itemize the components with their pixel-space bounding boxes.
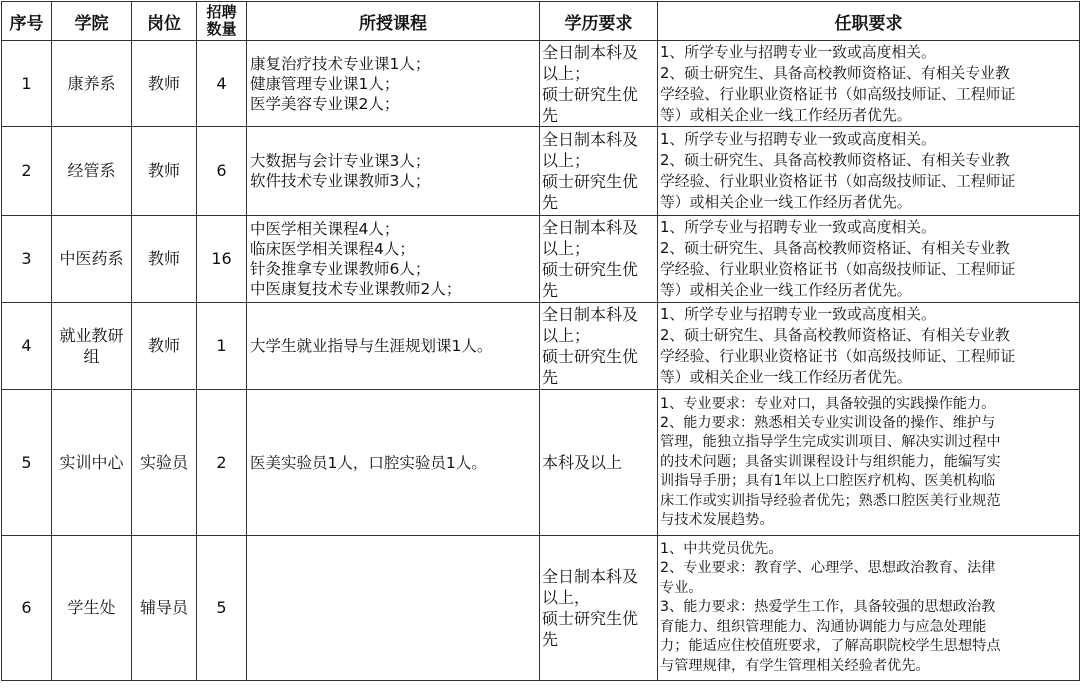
header-education: 学历要求 — [540, 2, 658, 41]
course-line: 中医学相关课程4人； — [250, 220, 400, 238]
education-line: 全日制本科及 — [542, 218, 639, 237]
requirement-line: 训指导手册；具有1年以上口腔医疗机构、医美机构临 — [660, 473, 996, 490]
requirement-line: 1、所学专业与招聘专业一致或高度相关。 — [660, 306, 936, 323]
requirement-line: 2、专业要求：教育学、心理学、思想政治教育、法律 — [660, 560, 996, 577]
cell-college: 中医药系 — [52, 216, 132, 303]
cell-college: 学生处 — [52, 536, 132, 681]
cell-no: 1 — [2, 41, 52, 127]
cell-education — [540, 41, 658, 127]
cell-requirements — [658, 536, 1080, 681]
cell-count: 4 — [197, 41, 247, 127]
education-line: 以上， — [542, 588, 591, 607]
cell-college — [52, 303, 132, 390]
header-count-line1: 招聘 — [206, 3, 237, 21]
education-line: 全日制本科及 — [542, 305, 639, 324]
course-line: 临床医学相关课程4人； — [250, 240, 415, 258]
cell-courses — [247, 303, 540, 390]
cell-no: 5 — [2, 390, 52, 536]
requirement-line: 2、硕士研究生、具备高校教师资格证、有相关专业教 — [660, 240, 1010, 257]
table-row — [2, 216, 1080, 303]
table-row — [2, 127, 1080, 216]
requirement-line: 等）或相关企业一线工作经历者优先。 — [660, 282, 912, 299]
course-line: 医美实验员1人，口腔实验员1人。 — [250, 453, 487, 472]
course-line: 大数据与会计专业课3人； — [250, 152, 431, 170]
requirement-line: 3、能力要求：热爱学生工作，具备较强的思想政治教 — [660, 599, 996, 616]
requirement-line: 2、硕士研究生、具备高校教师资格证、有相关专业教 — [660, 327, 1010, 344]
recruitment-table — [1, 1, 1080, 681]
cell-requirements — [658, 390, 1080, 536]
cell-count: 6 — [197, 127, 247, 216]
cell-position: 教师 — [132, 303, 197, 390]
cell-courses — [247, 216, 540, 303]
requirement-line: 2、硕士研究生、具备高校教师资格证、有相关专业教 — [660, 64, 1010, 82]
education-line: 以上； — [542, 239, 591, 258]
header-count — [197, 2, 247, 41]
education-line: 以上； — [542, 326, 591, 345]
cell-position: 实验员 — [132, 390, 197, 536]
header-count-line2: 数量 — [206, 20, 237, 38]
education-line: 全日制本科及 — [542, 42, 639, 62]
requirement-line: 1、专业要求：专业对口，具备较强的实践操作能力。 — [660, 395, 996, 412]
requirement-line: 管理，能独立指导学生完成实训项目、解决实训过程中 — [660, 434, 1001, 451]
cell-requirements — [658, 303, 1080, 390]
requirement-line: 等）或相关企业一线工作经历者优先。 — [660, 369, 912, 386]
education-line: 先 — [542, 193, 559, 212]
education-line: 以上； — [542, 151, 591, 170]
header-row — [2, 2, 1080, 41]
education-line: 全日制本科及 — [542, 567, 639, 586]
requirement-line: 1、中共党员优先。 — [660, 541, 783, 558]
cell-college: 经管系 — [52, 127, 132, 216]
cell-courses — [247, 390, 540, 536]
cell-requirements — [658, 41, 1080, 127]
cell-education — [540, 216, 658, 303]
cell-no: 6 — [2, 536, 52, 681]
requirement-line: 2、能力要求：熟悉相关专业实训设备的操作、维护与 — [660, 414, 996, 431]
cell-count: 16 — [197, 216, 247, 303]
table-row — [2, 303, 1080, 390]
cell-college: 康养系 — [52, 41, 132, 127]
requirement-line: 1、所学专业与招聘专业一致或高度相关。 — [660, 219, 936, 236]
education-line: 先 — [542, 281, 559, 300]
course-line: 针灸推拿专业课教师6人； — [250, 260, 431, 278]
cell-courses — [247, 41, 540, 127]
requirement-line: 专业。 — [660, 579, 703, 596]
education-line: 先 — [542, 368, 559, 387]
requirement-line: 学经验、行业职业资格证书（如高级技师证、工程师证 — [660, 261, 1016, 278]
header-position: 岗位 — [132, 2, 197, 41]
cell-education — [540, 536, 658, 681]
course-line: 医学美容专业课2人； — [250, 94, 400, 113]
education-line: 硕士研究生优 — [542, 84, 639, 104]
cell-count: 1 — [197, 303, 247, 390]
table-row — [2, 390, 1080, 536]
requirement-line: 等）或相关企业一线工作经历者优先。 — [660, 106, 912, 124]
cell-position: 教师 — [132, 41, 197, 127]
cell-no: 3 — [2, 216, 52, 303]
cell-no: 2 — [2, 127, 52, 216]
requirement-line: 与管理规律，有学生管理相关经验者优先。 — [660, 657, 930, 674]
education-line: 先 — [542, 630, 559, 649]
requirement-line: 育能力、组织管理能力、沟通协调能力与应急处理能 — [660, 618, 987, 635]
cell-courses — [247, 127, 540, 216]
header-college: 学院 — [52, 2, 132, 41]
requirement-line: 与技术发展趋势。 — [660, 512, 774, 529]
header-courses: 所授课程 — [247, 2, 540, 41]
header-no: 序号 — [2, 2, 52, 41]
requirement-line: 学经验、行业职业资格证书（如高级技师证、工程师证 — [660, 85, 1016, 103]
cell-courses — [247, 536, 540, 681]
course-line: 软件技术专业课教师3人； — [250, 172, 431, 190]
course-line: 健康管理专业课1人； — [250, 74, 400, 93]
education-line: 先 — [542, 105, 559, 125]
college-line: 组 — [83, 347, 100, 366]
cell-position: 辅导员 — [132, 536, 197, 681]
cell-count: 5 — [197, 536, 247, 681]
education-line: 硕士研究生优 — [542, 609, 639, 628]
requirement-line: 的技术问题；具备实训课程设计与组织能力，能编写实 — [660, 453, 1001, 470]
requirement-line: 学经验、行业职业资格证书（如高级技师证、工程师证 — [660, 173, 1016, 190]
course-line: 康复治疗技术专业课1人； — [250, 54, 431, 73]
requirement-line: 2、硕士研究生、具备高校教师资格证、有相关专业教 — [660, 152, 1010, 169]
course-line: 中医康复技术专业课教师2人； — [250, 280, 462, 298]
cell-requirements — [658, 127, 1080, 216]
college-line: 就业教研 — [59, 326, 124, 345]
cell-position: 教师 — [132, 216, 197, 303]
requirement-line: 等）或相关企业一线工作经历者优先。 — [660, 194, 912, 211]
cell-count: 2 — [197, 390, 247, 536]
requirement-line: 床工作或实训指导经验者优先；熟悉口腔医美行业规范 — [660, 492, 1001, 509]
education-line: 硕士研究生优 — [542, 172, 639, 191]
requirement-line: 学经验、行业职业资格证书（如高级技师证、工程师证 — [660, 348, 1016, 365]
cell-position: 教师 — [132, 127, 197, 216]
header-requirements: 任职要求 — [658, 2, 1080, 41]
course-line: 大学生就业指导与生涯规划课1人。 — [250, 337, 493, 355]
education-line: 本科及以上 — [542, 453, 623, 472]
education-line: 硕士研究生优 — [542, 347, 639, 366]
cell-education — [540, 127, 658, 216]
table-row — [2, 536, 1080, 681]
cell-education — [540, 303, 658, 390]
education-line: 硕士研究生优 — [542, 260, 639, 279]
requirement-line: 力；能适应住校值班要求，了解高职院校学生思想特点 — [660, 638, 1001, 655]
requirement-line: 1、所学专业与招聘专业一致或高度相关。 — [660, 43, 936, 61]
cell-education — [540, 390, 658, 536]
education-line: 以上； — [542, 63, 591, 83]
education-line: 全日制本科及 — [542, 130, 639, 149]
cell-college: 实训中心 — [52, 390, 132, 536]
table-row — [2, 41, 1080, 127]
requirement-line: 1、所学专业与招聘专业一致或高度相关。 — [660, 131, 936, 148]
cell-requirements — [658, 216, 1080, 303]
cell-no: 4 — [2, 303, 52, 390]
